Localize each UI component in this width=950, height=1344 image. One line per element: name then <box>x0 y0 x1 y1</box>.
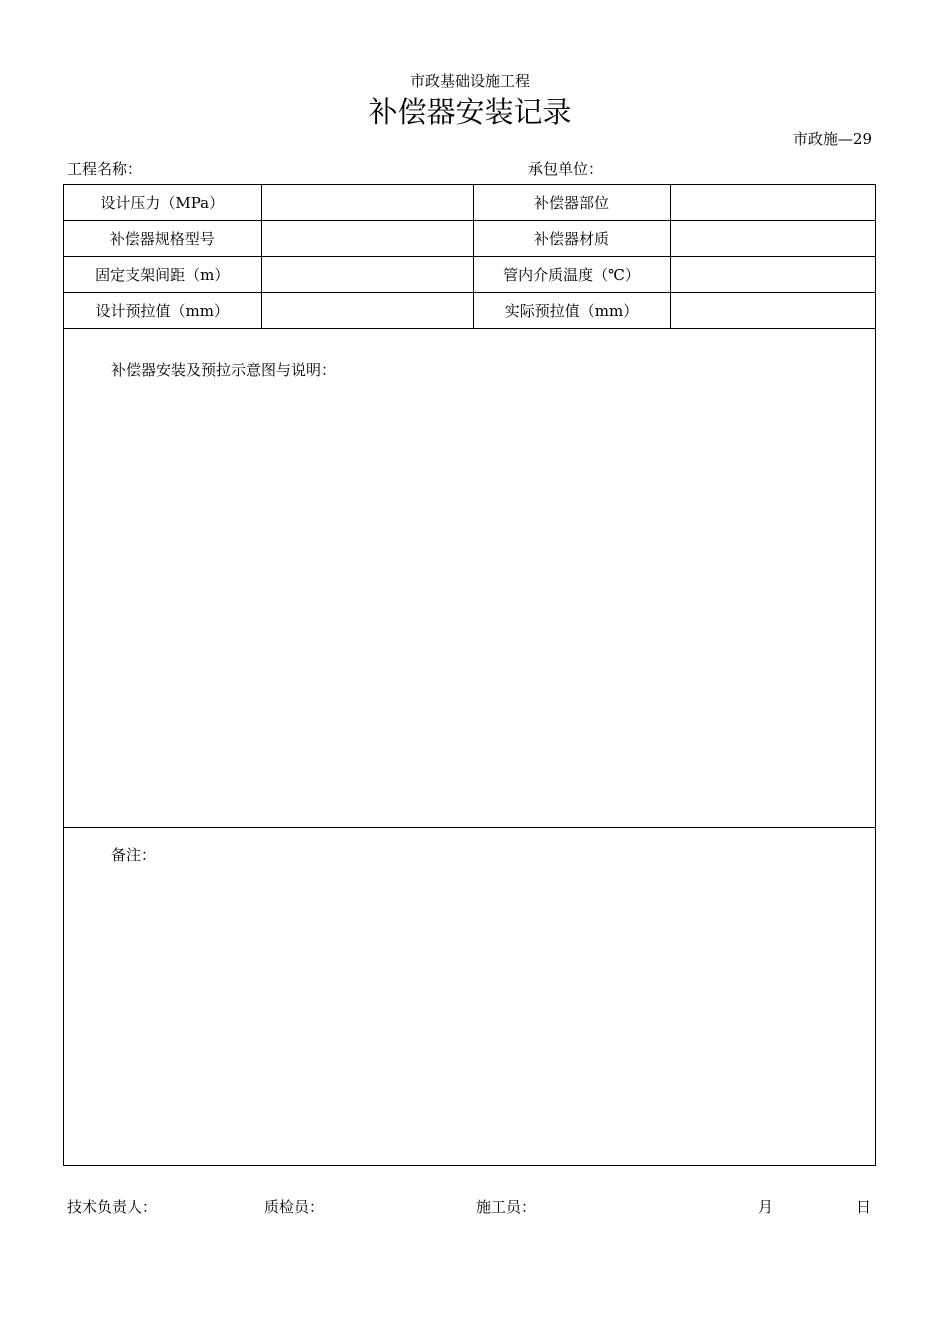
compensator-material-value[interactable] <box>670 221 875 257</box>
record-form <box>63 184 876 1166</box>
form-code: 市政施—29 <box>792 130 872 148</box>
contractor-label: 承包单位： <box>528 160 604 178</box>
compensator-location-value[interactable] <box>670 185 875 221</box>
table-row <box>64 257 875 293</box>
form-title: 补偿器安装记录 <box>368 95 572 129</box>
remarks-section[interactable] <box>64 828 875 1165</box>
diagram-label: 补偿器安装及预拉示意图与说明： <box>111 361 337 379</box>
form-subtitle: 市政基础设施工程 <box>409 72 530 90</box>
compensator-material-label: 补偿器材质 <box>473 221 670 257</box>
diagram-section[interactable] <box>64 332 875 828</box>
remarks-label: 备注： <box>111 846 157 864</box>
design-pressure-value[interactable] <box>261 185 473 221</box>
actual-prestretch-label: 实际预拉值（mm） <box>473 293 670 329</box>
design-prestretch-label: 设计预拉值（mm） <box>64 293 261 329</box>
support-spacing-label: 固定支架间距（m） <box>64 257 261 293</box>
constructor-label: 施工员： <box>476 1198 537 1216</box>
actual-prestretch-value[interactable] <box>670 293 875 329</box>
support-spacing-value[interactable] <box>261 257 473 293</box>
day-label: 日 <box>856 1198 872 1216</box>
compensator-model-label: 补偿器规格型号 <box>64 221 261 257</box>
table-row <box>64 293 875 329</box>
month-label: 月 <box>758 1198 774 1216</box>
inspector-label: 质检员： <box>264 1198 325 1216</box>
design-pressure-label: 设计压力（MPa） <box>64 185 261 221</box>
design-prestretch-value[interactable] <box>261 293 473 329</box>
compensator-location-label: 补偿器部位 <box>473 185 670 221</box>
project-name-label: 工程名称： <box>67 160 143 178</box>
fields-table <box>64 185 875 329</box>
medium-temperature-label: 管内介质温度（℃） <box>473 257 670 293</box>
tech-lead-label: 技术负责人： <box>67 1198 158 1216</box>
table-row <box>64 185 875 221</box>
compensator-model-value[interactable] <box>261 221 473 257</box>
table-row <box>64 221 875 257</box>
medium-temperature-value[interactable] <box>670 257 875 293</box>
